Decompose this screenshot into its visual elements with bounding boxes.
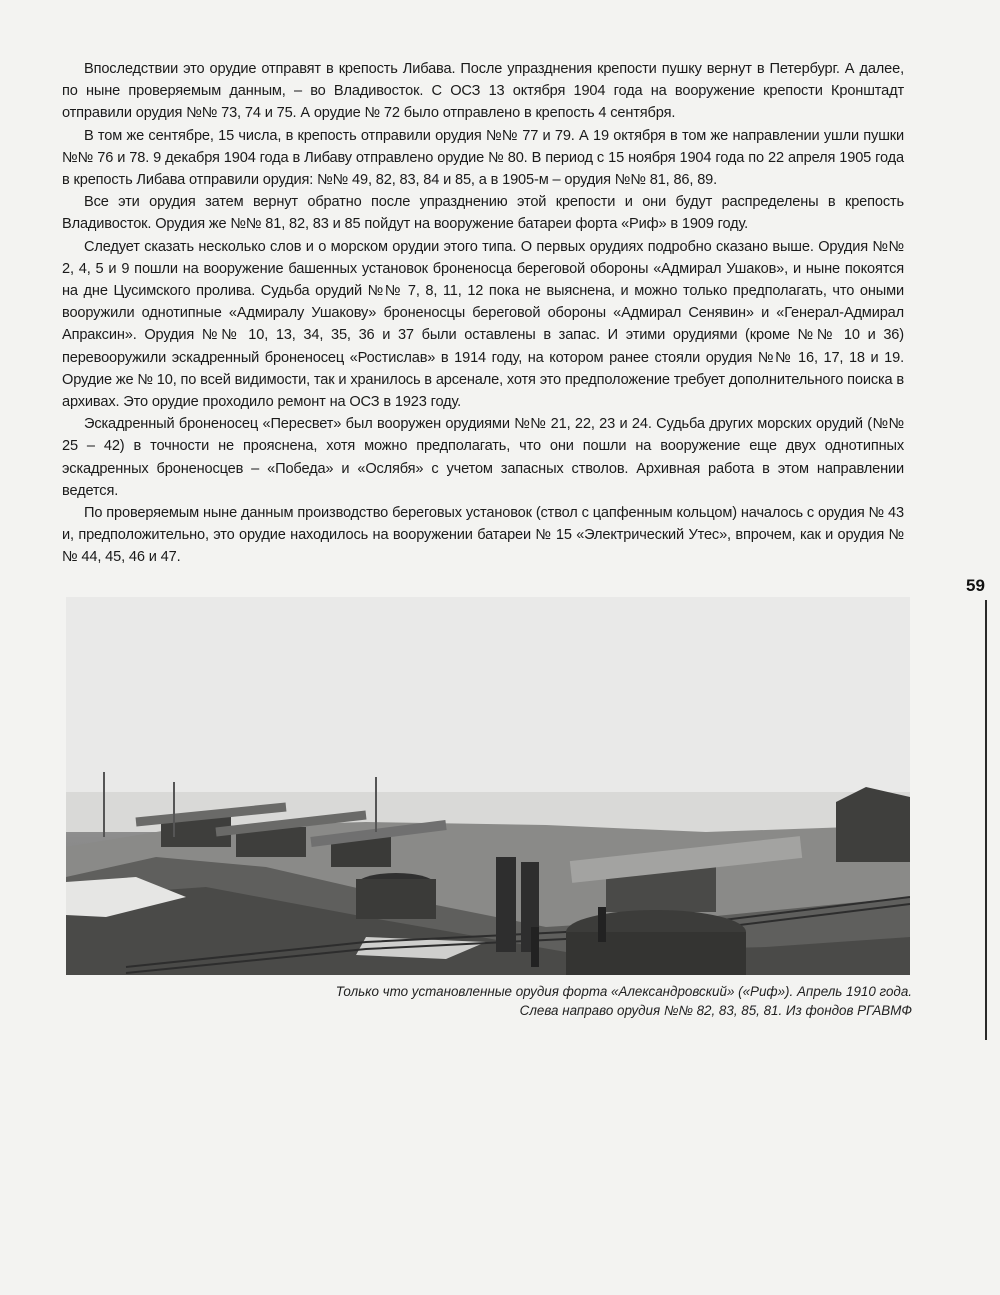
photo-caption — [212, 982, 912, 1020]
paragraph: Впоследствии это орудие отправят в крепость Либава. После упразднения крепости пушку вернут в Петербург. А далее, по ныне проверяемым данным, – во Владивосток. С ОСЗ 13 октября 1904 года на вооружение крепости Кронштадт отправили орудия №№ 73, 74 и 75. А орудие № 72 было отправлено в крепость 4 сентября. — [62, 61, 904, 122]
paragraph: Следует сказать несколько слов и о морском орудии этого типа. О первых орудиях подробно сказано выше. Орудия №№ 2, 4, 5 и 9 пошли на вооружение башенных установок броненосца береговой обороны «Адмирал Ушаков», и ныне покоятся на дне Цусимского пролива. Судьба орудий №№ 7, 8, 11, 12 пока не выяснена, и можно только предполагать, что оными вооружили однотипные «Адмиралу Ушакову» броненосцы береговой обороны «Адмирал Сенявин» и «Генерал-Адмирал Апраксин». Орудия №№ 10, 13, 34, 35, 36 и 37 были оставлены в запас. И этими орудиями (кроме №№ 10 и 36) перевооружили эскадренный броненосец «Ростислав» в 1914 году, на котором ранее стояли орудия №№ 16, 17, 18 и 19. Орудие же № 10, по всей видимости, так и хранилось в арсенале, хотя это предположение требует дополнительного поиска в архивах. Это орудие проходило ремонт на ОСЗ в 1923 году. — [62, 238, 905, 411]
paragraph: В том же сентябре, 15 числа, в крепость отправили орудия №№ 77 и 79. А 19 октября в том же направлении ушли пушки №№ 76 и 78. 9 декабря 1904 года в Либаву отправлено орудие № 80. В период с 15 ноября 1904 года по 22 апреля 1905 года в крепость Либава отправили орудия: №№ 49, 82, 83, 84 и 85, а в 1905-м – орудия №№ 81, 86, 89. — [62, 127, 904, 189]
body-text — [62, 58, 904, 569]
page-number: 59 — [966, 576, 985, 595]
caption-line: Только что установленные орудия форта «Александровский» («Риф»). Апрель 1910 года. — [335, 984, 912, 999]
paragraph: По проверяемым ныне данным производство береговых установок (ствол с цапфенным кольцом) началось с орудия № 43 и, предположительно, это орудие находилось на вооружении батареи № 15 «Электрический Утес», впрочем, как и орудия №№ 44, 45, 46 и 47. — [62, 505, 904, 566]
caption-line: Слева направо орудия №№ 82, 83, 85, 81. Из фондов РГАВМФ — [519, 1003, 912, 1018]
margin-rule — [985, 600, 987, 1040]
paragraph: Все эти орудия затем вернут обратно после упразднению этой крепости и они будут распределены в крепость Владивосток. Орудия же №№ 81, 82, 83 и 85 пойдут на вооружение батареи форта «Риф» в 1909 году. — [62, 194, 904, 233]
paragraph: Эскадренный броненосец «Пересвет» был вооружен орудиями №№ 21, 22, 23 и 24. Судьба других морских орудий (№№ 25 – 42) в точности не прояснена, хотя можно предполагать, что они пошли на вооружение еще двух однотипных эскадренных броненосцев – «Победа» и «Ослябя» с учетом запасных стволов. Архивная работа в этом направлении ведется. — [62, 416, 904, 499]
fort-photograph — [66, 597, 910, 975]
